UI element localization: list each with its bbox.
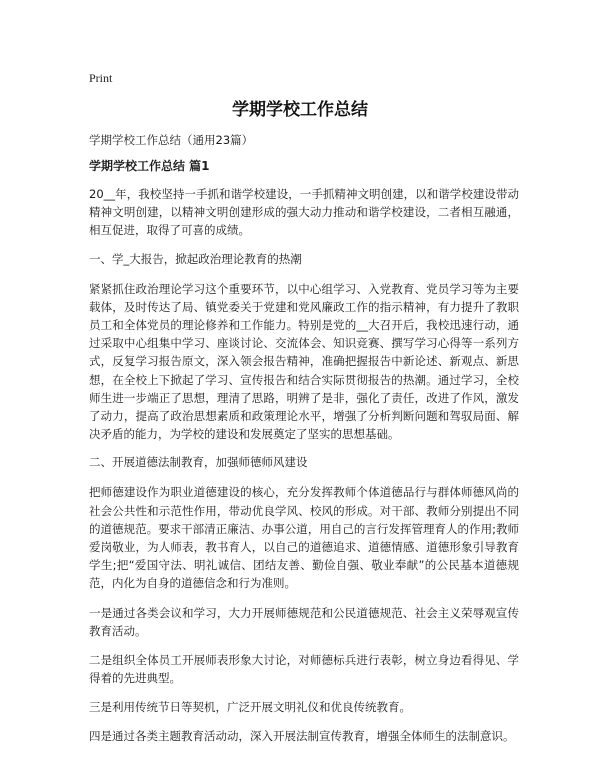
paragraph-point-three: 三是利用传统节日等契机，广泛开展文明礼仪和优良传统教育。 — [89, 700, 411, 715]
section-heading: 学期学校工作总结 篇1 — [89, 159, 210, 173]
paragraph-teacher-ethics: 把师德建设作为职业道德建设的核心，充分发挥教师个体道德品行与群体师德风尚的社会公共性和示范性作用，带动优良学风、校风的形成。对干部、教师分别提出不同的道德规范。要求干部清正廉洁、办事公道，用自己的言行发挥管理育人的作用;教师爱岗敬业，为人师表，教书育人，以自己的道德追求、道德情感、道德形象引导教育学生;把“爱国守法、明礼诚信、团结友善、勤俭自强、敬业奉献”的公民基本道德规范，内化为自身的道德信念和行为准则。 — [89, 485, 519, 591]
subheading-study-report: 一、学_大报告，掀起政治理论教育的热潮 — [89, 251, 302, 266]
document-subtitle: 学期学校工作总结（通用23篇） — [89, 133, 254, 147]
print-link[interactable]: Print — [89, 71, 113, 85]
paragraph-point-one: 一是通过各类会议和学习，大力开展师德规范和公民道德规范、社会主义荣辱观宣传教育活动。 — [89, 605, 519, 638]
paragraph-intro: 20__年，我校坚持一手抓和谐学校建设，一手抓精神文明创建，以和谐学校建设带动精神文明创建，以精神文明创建形成的强大动力推动和谐学校建设，二者相互融通，相互促进，取得了可喜的成绩。 — [89, 187, 519, 238]
subheading-moral-education: 二、开展道德法制教育，加强师德师风建设 — [89, 455, 308, 470]
paragraph-point-four: 四是通过各类主题教育活动动，深入开展法制宣传教育，增强全体师生的法制意识。 — [89, 728, 515, 743]
page-title: 学期学校工作总结 — [232, 100, 368, 120]
document-body — [89, 132, 519, 756]
paragraph-theory-study: 紧紧抓住政治理论学习这个重要环节，以中心组学习、入党教育、党员学习等为主要载体，及时传达了局、镇党委关于党建和党风廉政工作的指示精神，有力提升了教职员工和全体党员的理论修养和工作能力。特别是党的__大召开后，我校迅速行动，通过采取中心组集中学习、座谈讨论、交流体会、知识竞赛、撰写学习心得等一系列方式，反复学习报告原文，深入领会报告精神，准确把握报告中新论述、新观点、新思想，在全校上下掀起了学习、宣传报告和结合实际贯彻报告的热潮。通过学习，全校师生进一步端正了思想，理清了思路，明辨了是非，强化了责任，改进了作风，激发了动力，提高了政治思想素质和政策理论水平，增强了分析判断问题和驾驭局面、解决矛盾的能力，为学校的建设和发展奠定了坚实的思想基础。 — [89, 281, 519, 442]
paragraph-point-two: 二是组织全体员工开展师表形象大讨论，对师德标兵进行表彰，树立身边看得见、学得着的先进典型。 — [89, 653, 519, 686]
